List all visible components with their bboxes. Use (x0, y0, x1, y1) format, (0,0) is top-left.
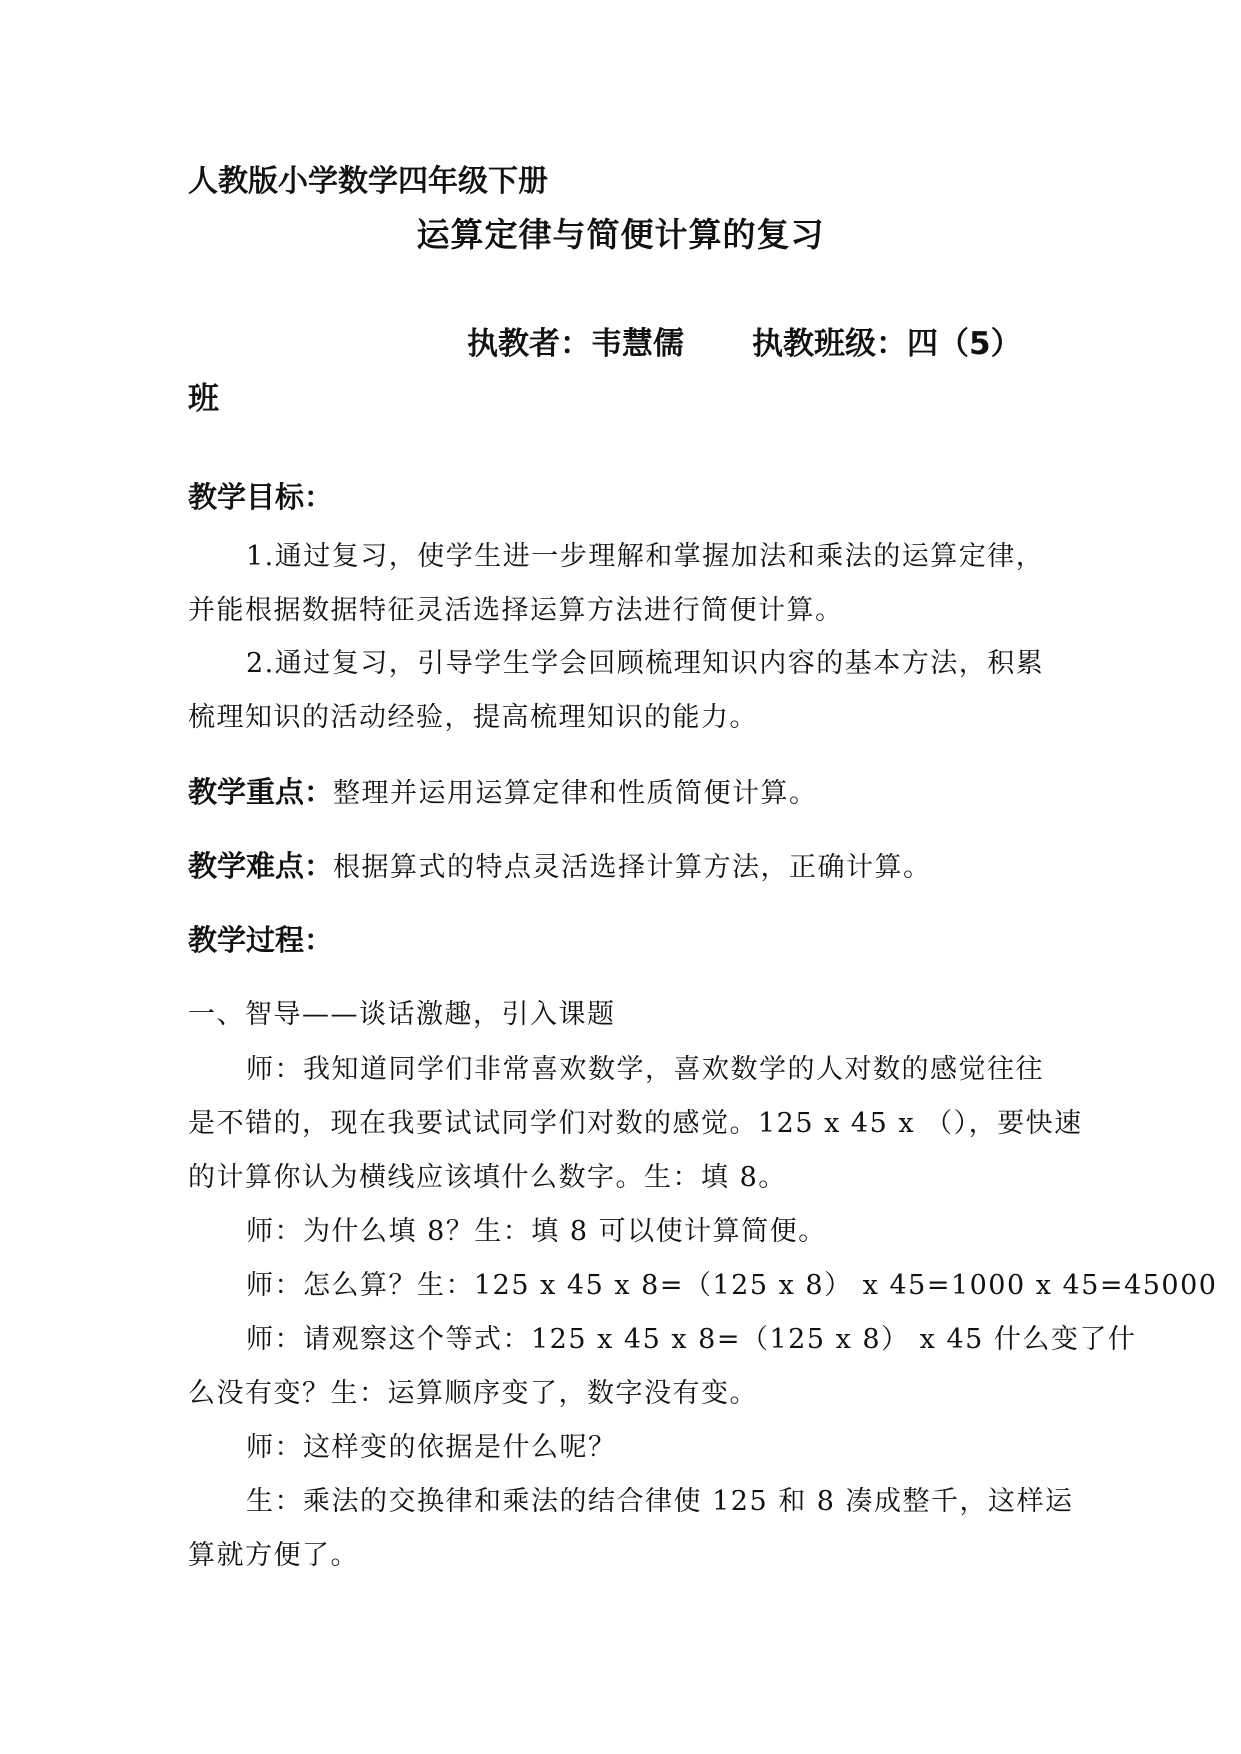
key-point-text: 整理并运用运算定律和性质简便计算。 (333, 778, 818, 809)
objective-1-line-1: 1.通过复习，使学生进一步理解和掌握加法和乘法的运算定律， (246, 541, 1045, 572)
dialogue-1-line-2: 是不错的，现在我要试试同学们对数的感觉。125 x 45 x （），要快速 (188, 1108, 1083, 1139)
process-heading: 教学过程： (188, 923, 334, 957)
teacher-name: 韦慧儒 (591, 326, 684, 362)
section-1-title: 一、智导——谈话激趣，引入课题 (188, 999, 616, 1030)
teacher-info (467, 326, 1022, 362)
objective-2-line-2: 梳理知识的活动经验，提高梳理知识的能力。 (188, 702, 758, 733)
dialogue-2: 师：为什么填 8？生：填 8 可以使计算简便。 (246, 1216, 827, 1247)
class-label: 执教班级： (752, 326, 907, 362)
dialogue-1-line-3: 的计算你认为横线应该填什么数字。生：填 8。 (188, 1162, 787, 1193)
objective-1-line-2: 并能根据数据特征灵活选择运算方法进行简便计算。 (188, 595, 844, 626)
dialogue-3: 师：怎么算？生：125 x 45 x 8=（125 x 8） x 45=1000 x 45=45000 (246, 1270, 1218, 1301)
dialogue-4-line-1: 师：请观察这个等式：125 x 45 x 8=（125 x 8） x 45 什么变了什 (246, 1324, 1137, 1355)
dialogue-6-line-1: 生：乘法的交换律和乘法的结合律使 125 和 8 凑成整千，这样运 (246, 1486, 1074, 1517)
difficulty-label: 教学难点： (188, 849, 334, 883)
dialogue-1-line-1: 师：我知道同学们非常喜欢数学，喜欢数学的人对数的感觉往往 (246, 1054, 1044, 1085)
dialogue-4-line-2: 么没有变？生：运算顺序变了，数字没有变。 (188, 1378, 758, 1409)
lesson-title: 运算定律与简便计算的复习 (416, 215, 825, 254)
objective-2-line-1: 2.通过复习，引导学生学会回顾梳理知识内容的基本方法，积累 (246, 648, 1045, 679)
key-point (188, 774, 818, 812)
dialogue-6-line-2: 算就方便了。 (188, 1540, 359, 1571)
objectives-heading: 教学目标： (188, 480, 334, 514)
class-value: 四（5） (907, 326, 1022, 362)
teacher-label: 执教者： (467, 326, 591, 362)
series-title: 人教版小学数学四年级下册 (188, 164, 548, 199)
dialogue-5: 师：这样变的依据是什么呢？ (246, 1432, 617, 1463)
key-point-label: 教学重点： (188, 775, 334, 809)
difficulty-text: 根据算式的特点灵活选择计算方法，正确计算。 (333, 852, 932, 883)
class-tail: 班 (188, 381, 221, 417)
difficulty (188, 848, 932, 886)
